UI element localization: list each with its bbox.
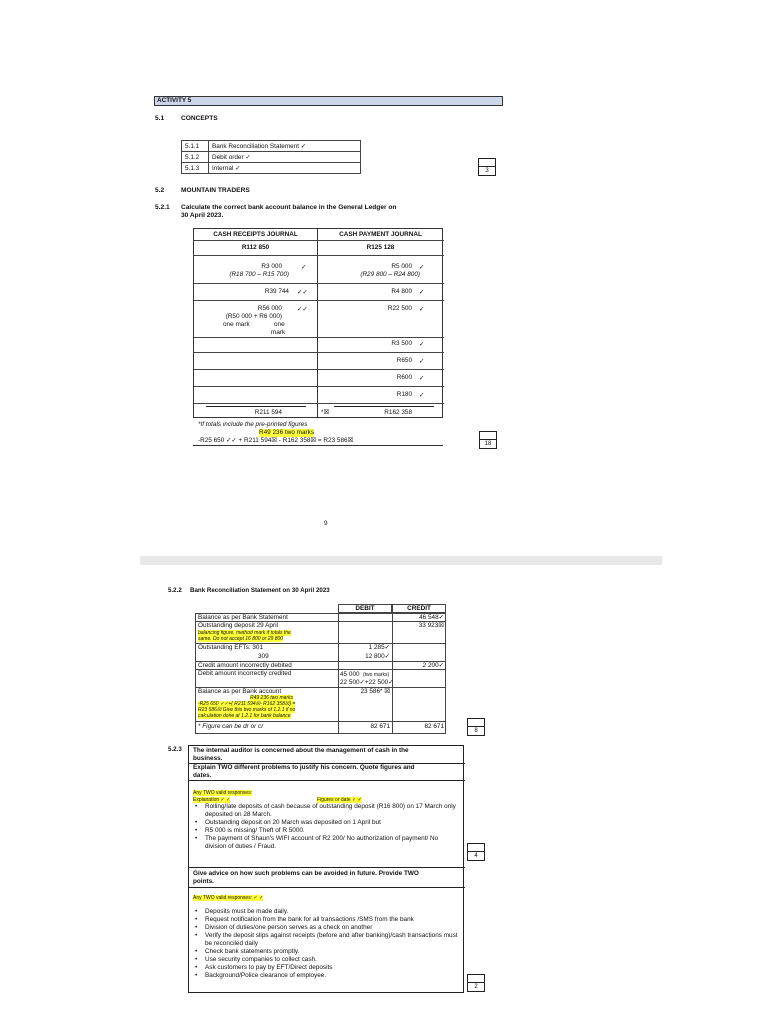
section-5-2-2-number: 5.2.2: [168, 587, 182, 594]
brs-row2-label: Outstanding deposit 29 April: [198, 622, 278, 629]
brs-row7-label: Balance as per Bank account: [198, 688, 282, 695]
tick-mark: ✓: [419, 289, 425, 296]
list-item: • The payment of Shaun's WIFI account of R2 200/ No authorization of payment/ No division of duties / Fraud.: [193, 835, 461, 851]
mark-box-5-2-1: [479, 431, 497, 449]
any-two-label: Any TWO valid responses:: [193, 790, 253, 796]
tick-mark: ✓: [419, 306, 425, 313]
explanation-label: Explanation ✓ ✓: [193, 797, 231, 803]
concept-num: 5.1.2: [182, 152, 209, 163]
bank-reconciliation-table: [195, 604, 446, 734]
table-row: [182, 141, 361, 152]
brs-row7-note4: calculation done at 1.2.1 for bank balance: [198, 713, 291, 719]
cpj-row3-amount: R22 500: [387, 305, 412, 312]
section-5-1-title: CONCEPTS: [181, 115, 218, 122]
mark-value: 8: [468, 726, 484, 735]
tick-mark: ✓: [419, 375, 425, 382]
section-5-2-3-number: 5.2.3: [168, 746, 182, 753]
crj-header: CASH RECEIPTS JOURNAL: [213, 231, 298, 238]
brs-row3-debit: 1 285✓: [368, 644, 390, 651]
tick-mark: ✓✓: [297, 289, 308, 296]
list-item: • Use security companies to collect cash.: [193, 956, 461, 964]
cash-note3: -R25 650 ✓✓ + R211 594☒ - R162 358☒ = R23 586☒: [198, 437, 354, 444]
tick-mark: ✓: [419, 358, 425, 365]
brs-row4-label: 309: [258, 653, 269, 660]
section-5-2-1-number: 5.2.1: [155, 204, 170, 211]
tick-mark: ✓: [419, 392, 425, 399]
brs-row2-credit: 33 923☒: [418, 622, 444, 629]
cash-journals-table: [193, 228, 443, 418]
crj-row3-mark2a: one: [274, 321, 285, 328]
activity-title: ACTIVITY 5: [154, 96, 503, 106]
figures-label: Figures or date ✓ ✓: [317, 797, 362, 803]
q3-line2: points.: [193, 878, 214, 885]
list-item: • Background/Police clearance of employee.: [193, 972, 461, 980]
table-row: [182, 163, 361, 174]
brs-row1-credit: 46 548✓: [419, 614, 444, 621]
brs-row2-note2: same. Do not accept 16 800 or 29 800: [198, 636, 284, 642]
section-5-2-1-title-line1: Calculate the correct bank account balance in the General Ledger on: [181, 204, 397, 211]
crj-row1-amount: R3 000: [261, 263, 282, 270]
internal-audit-box: [188, 745, 464, 993]
brs-row6-debit2: 22 500✓+22 500✓: [340, 679, 394, 686]
cpj-row1-amount: R5 000: [391, 263, 412, 270]
cpj-row5-amount: R650: [396, 357, 412, 364]
concept-num: 5.1.3: [182, 163, 209, 174]
debit-header: DEBIT: [338, 604, 392, 613]
tick-mark: ✓: [419, 341, 425, 348]
advice-list: [193, 908, 461, 980]
table-row: [182, 152, 361, 163]
list-item: • Ask customers to pay by EFT/Direct deposits: [193, 964, 461, 972]
brs-row7-note2: -R25 650 ✓✓+( R211 594☒- R162 358☒) =: [198, 701, 296, 707]
section-5-1-number: 5.1: [155, 115, 165, 122]
page-separator: [140, 556, 662, 565]
section-5-2-number: 5.2: [155, 187, 165, 194]
mark-value: 3: [479, 166, 495, 175]
list-item: • Rolling/late deposits of cash because of outstanding deposit (R16 800) on 17 March only deposited on 28 March.: [193, 803, 461, 819]
q1-line1: The internal auditor is concerned about the management of cash in the: [193, 747, 409, 754]
crj-row3-note: (R50 000 + R6 000): [225, 313, 282, 320]
concept-num: 5.1.1: [182, 141, 209, 152]
list-item: • Deposits must be made daily.: [193, 908, 461, 916]
cpj-row4-amount: R3 500: [391, 340, 412, 347]
cpj-row1-note: (R29 800 – R24 800): [360, 271, 420, 278]
concept-text: Debit order ✓: [209, 152, 361, 163]
brs-row2-note1: balancing figure, method mark if totals the: [198, 630, 291, 636]
tick-mark: ✓✓: [297, 306, 308, 313]
section-5-2-title: MOUNTAIN TRADERS: [181, 187, 250, 194]
cpj-sum: R162 358: [384, 409, 412, 416]
list-item: • Check bank statements promptly.: [193, 948, 461, 956]
mark-value: 4: [468, 851, 484, 860]
brs-row5-credit: 2 200✓: [422, 662, 444, 669]
crj-row3-mark1: one mark: [223, 321, 250, 328]
brs-row6-debit1-note: (two marks): [363, 672, 390, 678]
brs-row6-label: Debit amount incorrectly credited: [198, 670, 292, 677]
cash-note1: *If totals include the pre-printed figures: [198, 421, 308, 428]
credit-header: CREDIT: [392, 604, 446, 613]
brs-row4-debit: 12 800✓: [365, 653, 390, 660]
cpj-header: CASH PAYMENT JOURNAL: [339, 231, 422, 238]
crj-row1-note: (R18 700 – R15 700): [229, 271, 289, 278]
mark-value: 2: [468, 982, 484, 991]
cpj-row2-amount: R4 800: [391, 288, 412, 295]
crj-row3-mark2b: mark: [271, 329, 286, 336]
crj-sum: R211 594: [254, 409, 282, 416]
mark-box-5-2-2: [467, 718, 485, 736]
section-5-2-1-title-line2: 30 April 2023.: [181, 212, 224, 219]
brs-row6-debit1: 45 000: [340, 671, 360, 678]
brs-row7-debit: 23 586* ☒: [360, 688, 390, 695]
brs-row5-label: Credit amount incorrectly debited: [198, 662, 292, 669]
brs-row8-label: * Figure can be dr or cr: [198, 723, 264, 730]
brs-row8-credit: 82 671: [424, 723, 444, 730]
crj-row3-amount: R56 000: [257, 305, 282, 312]
cpj-row7-amount: R180: [396, 391, 412, 398]
tick-mark: ✓: [419, 264, 425, 271]
section-5-2-2-title: Bank Reconciliation Statement on 30 April 2023: [190, 587, 330, 594]
list-item: • Request notification from the bank for all transactions /SMS from the bank: [193, 916, 461, 924]
list-item: • Verify the deposit slips against receipts (before and after banking)/cash transactions must be reconciled daily: [193, 932, 461, 948]
mark-box-5-1: [478, 158, 496, 176]
q2-line1: Explain TWO different problems to justify his concern. Quote figures and: [193, 764, 415, 771]
star-mark: *☒: [321, 409, 330, 416]
any-two-label-2: Any TWO valid responses: ✓ ✓: [193, 895, 264, 901]
q3-line1: Give advice on how such problems can be avoided in future. Provide TWO: [193, 870, 419, 877]
q1-line2: business.: [193, 755, 223, 762]
problems-list: [193, 803, 461, 851]
brs-row7-note1: R49 236 two marks: [250, 695, 294, 701]
brs-row8-debit: 82 671: [370, 723, 390, 730]
concept-text: Bank Reconciliation Statement ✓: [209, 141, 361, 152]
crj-row2-amount: R39 744: [264, 288, 289, 295]
cpj-total: R125 128: [366, 244, 395, 251]
list-item: • R5 000 is missing/ Theft of R 5000.: [193, 827, 461, 835]
brs-row7-note3: R23 586☒ Give this two marks of 1.2.1 if no: [198, 707, 296, 713]
q2-line2: dates.: [193, 772, 212, 779]
mark-box-5-2-3-a: [467, 843, 485, 861]
list-item: • Outstanding deposit on 20 March was deposited on 1 April but: [193, 819, 461, 827]
brs-row3-label: Outstanding EFTs: 301: [198, 644, 264, 651]
cpj-row6-amount: R600: [396, 374, 412, 381]
mark-value: 18: [480, 439, 496, 448]
concepts-table: [181, 140, 361, 174]
mark-box-5-2-3-b: [467, 974, 485, 992]
page-number: 9: [324, 520, 328, 527]
crj-total: R112 850: [241, 244, 270, 251]
cash-note2: R49 236 two marks: [259, 429, 315, 436]
tick-mark: ✓: [301, 264, 307, 271]
concept-text: Internal ✓: [209, 163, 361, 174]
list-item: • Division of duties/one person serves as a check on another: [193, 924, 461, 932]
brs-row1-label: Balance as per Bank Statement: [198, 614, 288, 621]
